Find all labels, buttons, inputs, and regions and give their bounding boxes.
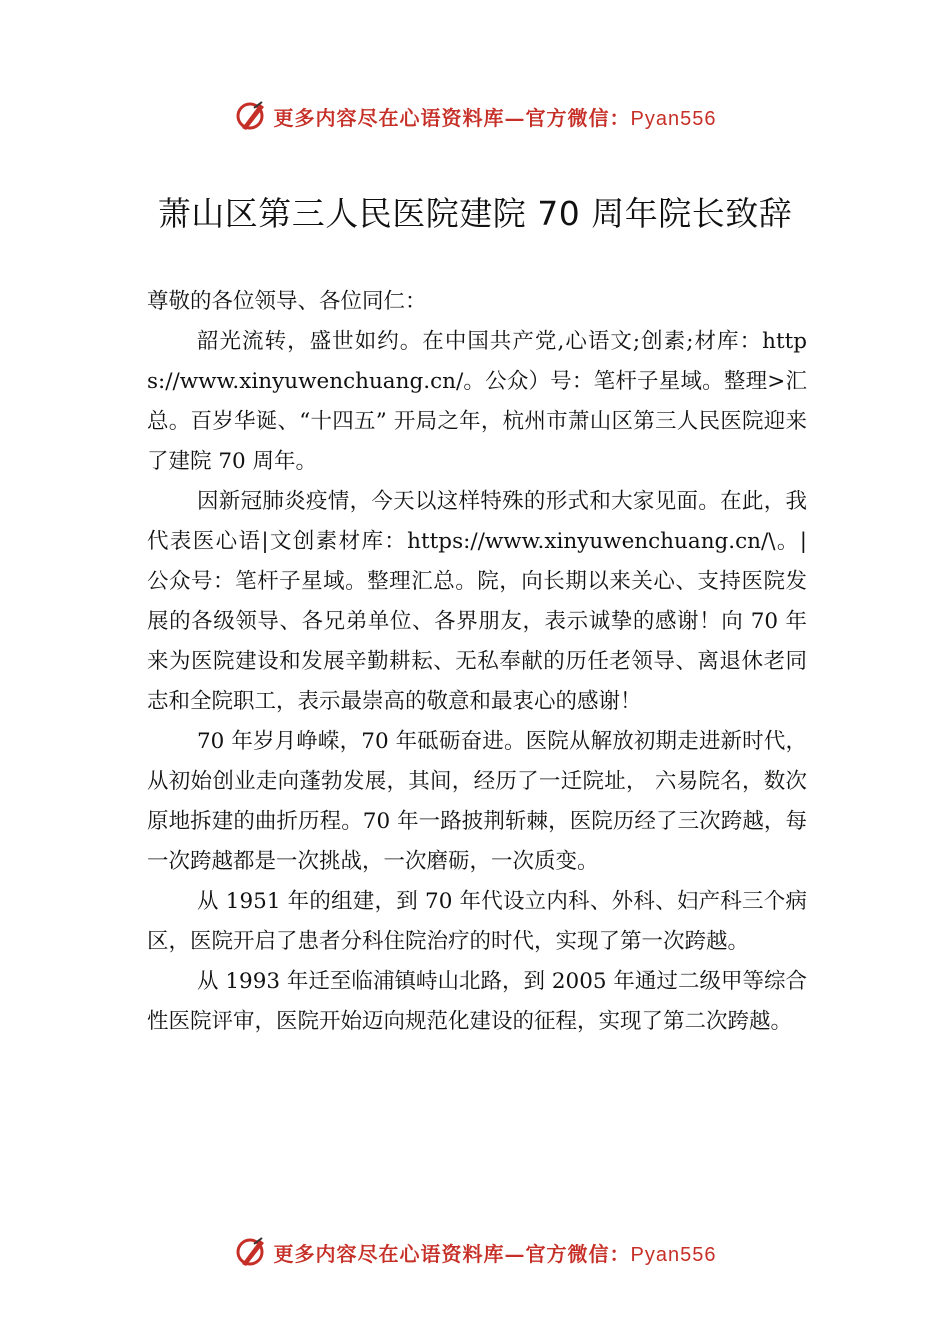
document-title: 萧山区第三人民医院建院 70 周年院长致辞 [157,194,793,233]
banner-text: 更多内容尽在心语资料库—官方微信：Pyan556 [273,105,717,130]
pen-logo-icon [234,1234,270,1270]
salutation: 尊敬的各位领导、各位同仁： [147,289,427,314]
paragraph: 70 年岁月峥嵘，70 年砥砺奋进。医院从解放初期走进新时代，从初始创业走向蓬勃发展，其间，经历了一迁院址， 六易院名，数次原地拆建的曲折历程。70 年一路披荆斩棘，医院历经了三次跨越，每一次跨越都是一次挑战，一次磨砺，一次质变。 [147,729,807,874]
paragraph: 从 1951 年的组建，到 70 年代设立内科、外科、妇产科三个病区，医院开启了患者分科住院治疗的时代，实现了第一次跨越。 [147,889,807,954]
banner-text: 更多内容尽在心语资料库—官方微信：Pyan556 [273,1241,717,1266]
paragraph: 从 1993 年迁至临浦镇峙山北路，到 2005 年通过二级甲等综合性医院评审，医院开始迈向规范化建设的征程，实现了第二次跨越。 [147,969,807,1034]
paragraph: 韶光流转，盛世如约。在中国共产党,心语文;创素;材库：https://www.xinyuwenchuang.cn/。公众）号：笔杆子星域。整理>汇总。百岁华诞、“十四五” 开局之年，杭州市萧山区第三人民医院迎来了建院 70 周年。 [147,329,807,474]
header-banner [0,96,950,136]
pen-logo-icon [234,98,270,134]
paragraph: 因新冠肺炎疫情，今天以这样特殊的形式和大家见面。在此，我代表医心语|文创素材库：https://www.xinyuwenchuang.cn/\。|公众号：笔杆子星域。整理汇总。院，向长期以来关心、支持医院发展的各级领导、各兄弟单位、各界朋友，表示诚挚的感谢！向 70 年来为医院建设和发展辛勤耕耘、无私奉献的历任老领导、离退休老同志和全院职工，表示最崇高的敬意和最衷心的感谢！ [147,489,807,714]
wechat-id: Pyan556 [630,107,717,130]
footer-banner [0,1232,950,1272]
document-body [147,282,807,1042]
wechat-id: Pyan556 [630,1243,717,1266]
